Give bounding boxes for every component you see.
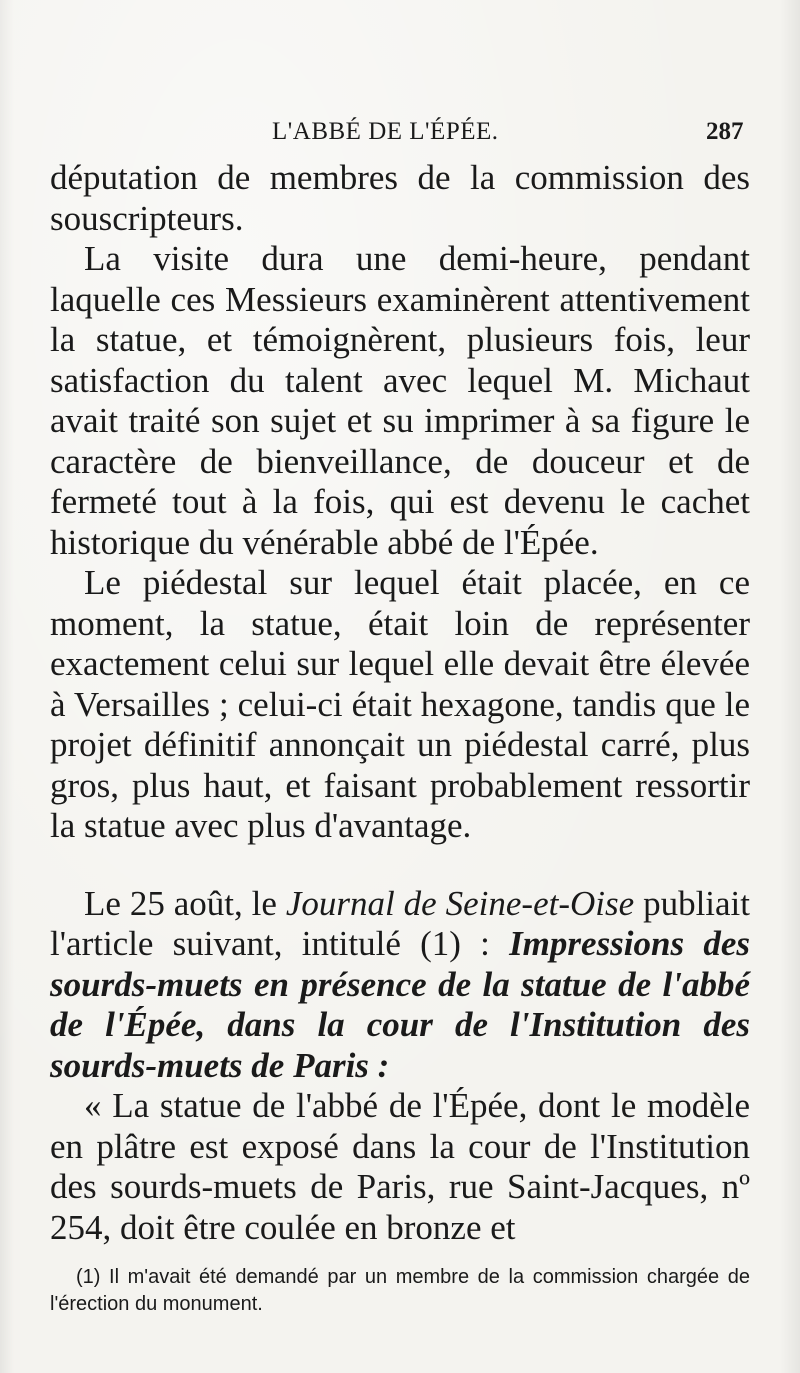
paragraph-journal xyxy=(50,884,750,1087)
paragraph-visit: La visite dura une demi-heure, pendant laquelle ces Messieurs examinèrent attentivement la statue, et témoignèrent, plusieurs fois, leur satisfaction du talent avec lequel M. Michaut avait traité son sujet et su imprimer à sa figure le caractère de bienveillance, de douceur et de fermeté tout à la fois, qui est devenu le cachet historique du vénérable abbé de l'Épée. xyxy=(50,239,750,562)
body-text xyxy=(50,158,750,1248)
journal-mid: publiait l'article suivant, intitulé (1) : xyxy=(50,883,751,963)
paragraph-quote: « La statue de l'abbé de l'Épée, dont le modèle en plâtre est exposé dans la cour de l'Institution des sourds-muets de Paris, rue Saint-Jacques, nº 254, doit être coulée en bronze et xyxy=(50,1086,750,1247)
paragraph-continuation: députation de membres de la commission des souscripteurs. xyxy=(50,158,750,238)
page-header xyxy=(0,118,800,154)
footnote xyxy=(50,1264,750,1318)
article-title: Impressions des sourds-muets en présence de la statue de l'abbé de l'Épée, dans la cour de l'Institution des sourds-muets de Paris : xyxy=(50,924,750,1085)
running-title: L'ABBÉ DE L'ÉPÉE. xyxy=(272,118,499,145)
footnote-text: (1) Il m'avait été demandé par un membre de la commission chargée de l'érection du monument. xyxy=(50,1266,750,1315)
page-number: 287 xyxy=(706,118,744,145)
paragraph-pedestal: Le piédestal sur lequel était placée, en ce moment, la statue, était loin de représenter exactement celui sur lequel elle devait être élevée à Versailles ; celui-ci était hexagone, tandis que le projet définitif annonçait un piédestal carré, plus gros, plus haut, et faisant probablement ressortir la statue avec plus d'avantage. xyxy=(50,563,750,845)
journal-lead: Le 25 août, le xyxy=(84,883,286,923)
journal-name: Journal de Seine-et-Oise xyxy=(285,883,635,923)
